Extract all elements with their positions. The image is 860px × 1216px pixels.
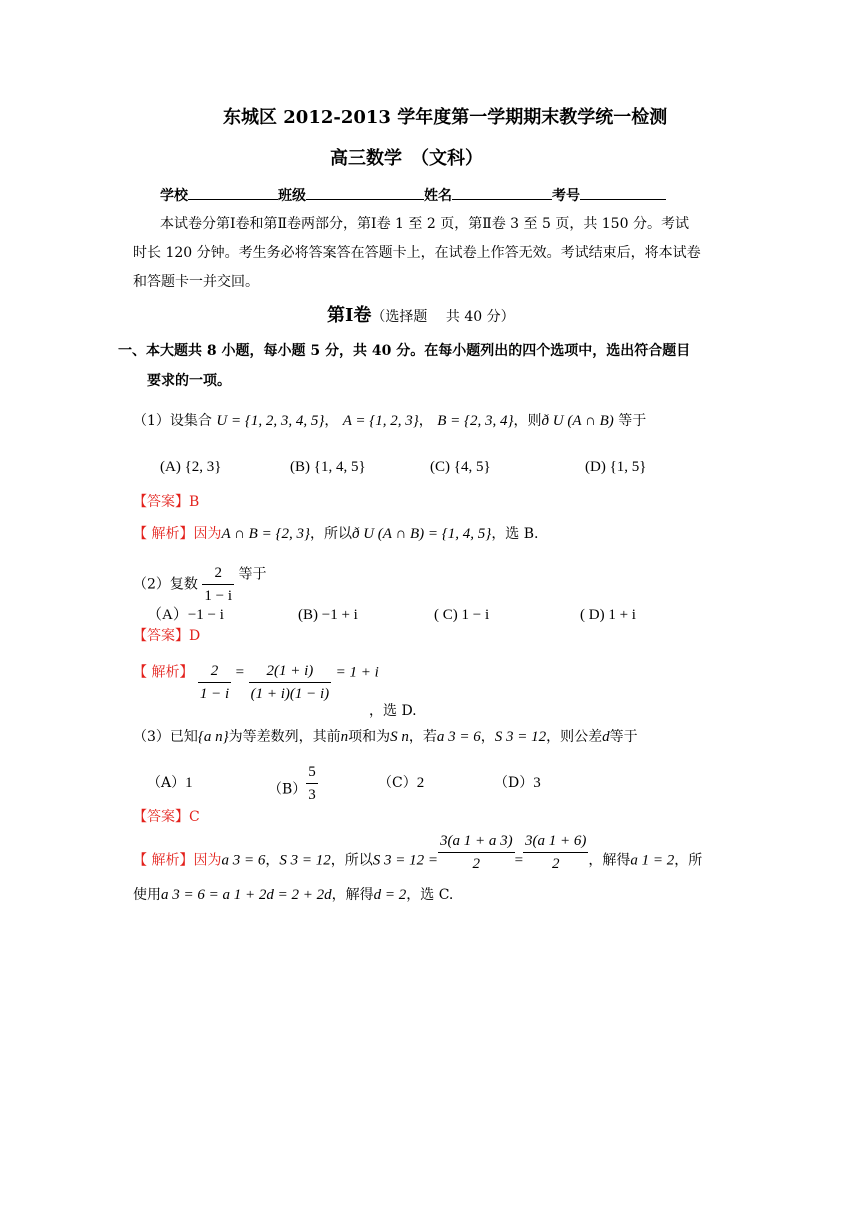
fraction-numerator: 2 [210,663,219,679]
answer-label: 【答案】 [133,628,189,644]
q3-answer [133,810,200,824]
option-label: (C) [430,459,450,475]
fraction-denominator: (1 + i)(1 − i) [249,682,332,703]
q3-d: d [602,729,610,745]
name-label: 姓名 [424,188,452,204]
fraction-numerator: 2 [214,565,222,581]
analysis-eq: a 3 = 6 = a 1 + 2d = 2 + 2d [161,887,332,903]
analysis-eq-2: d = 2 [373,887,407,903]
part1-note: （选择题 共 40 分） [371,309,515,325]
analysis-fraction-2 [249,662,332,703]
q2-option-a [147,608,224,623]
analysis-eq-1: a 3 = 6 [221,852,266,869]
q3-sn: S n [390,729,409,745]
answer-label: 【答案】 [133,809,189,825]
analysis-label: 【 解析】 [133,852,194,869]
analysis-fraction-1 [438,832,515,873]
fraction-numerator: 3(a 1 + a 3) [439,833,513,849]
q3-condition-2: S 3 = 12 [494,729,547,745]
intro-line-1: 本试卷分第Ⅰ卷和第Ⅱ卷两部分，第Ⅰ卷 1 至 2 页，第Ⅱ卷 3 至 5 页，共 150 分。考试 [160,216,689,232]
q2-option-d [580,608,636,623]
analysis-eq-4: a 1 = 2 [630,852,675,869]
answer-value: C [189,809,200,825]
question-3-stem: （3）已知{a n}为等差数列，其前n项和为S n，若a 3 = 6，S 3 = 12，则公差d等于 [133,729,638,745]
option-value: 1 − i [461,607,490,623]
option-value: 3 [533,775,541,791]
q3-option-d [494,776,541,791]
option-label: （C） [378,775,417,791]
q3-suffix: 等于 [609,729,638,745]
q3-text-1: 为等差数列，其前 [228,729,341,745]
option-label: ( C) [434,607,458,623]
q1-option-b [290,460,366,475]
analysis-eq-1: A ∩ B = {2, 3} [221,526,310,542]
part1-heading [327,307,515,325]
option-value: 1 + i [608,607,636,623]
option-label: ( D) [580,607,605,623]
option-value: {4, 5} [453,459,491,475]
class-label: 班级 [278,188,306,204]
q1-prefix: （1）设集合 [133,413,212,429]
analysis-solve: ，解得 [331,887,374,903]
analysis-fraction-2 [523,832,588,873]
q3-text-2: 项和为 [348,729,391,745]
section1-instruction-line-1: 一、本大题共 8 小题，每小题 5 分，共 40 分。在每小题列出的四个选项中，选出符合题目 [118,343,691,359]
q2-suffix: 等于 [238,566,267,583]
q3-option-c [378,776,424,791]
q3-n: n [340,729,349,745]
exam-title: 东城区 2012-2013 学年度第一学期期末教学统一检测 [223,107,668,128]
analysis-eq-2: ð U (A ∩ B) = {1, 4, 5} [351,526,492,542]
school-blank [188,186,278,200]
q2-answer [133,629,200,643]
option-value: {1, 4, 5} [313,459,366,475]
exam-subtitle: 高三数学 （文科） [330,148,483,169]
q2-fraction [202,564,234,605]
option-label: （A） [147,775,186,791]
analysis-end: ，选 C. [406,887,454,903]
analysis-end: ，选 D. [369,703,417,719]
option-label: (B) [290,459,310,475]
fraction-numerator: 3(a 1 + 6) [525,833,587,849]
analysis-so: 所以 [344,852,373,869]
analysis-end: ，选 B. [491,526,539,542]
q1-option-c [430,460,491,475]
class-blank [306,186,424,200]
option-value: −1 + i [321,607,358,623]
option-label: （A） [147,607,188,623]
option-label: (A) [160,459,181,475]
option-label: (D) [585,459,606,475]
analysis-prefix: 使用 [133,887,161,903]
intro-line-3: 和答题卡一并交回。 [133,274,259,290]
q2-option-b [298,608,358,623]
q2-option-c [434,608,489,623]
fraction-denominator: 1 − i [198,682,231,703]
q3-sequence: {a n} [197,729,229,745]
option-label: (B) [298,607,318,623]
answer-value: B [189,494,200,510]
option-value: {2, 3} [184,459,222,475]
analysis-mid: ，所以 [309,526,352,542]
analysis-so-2: ，所 [674,852,703,869]
fraction-numerator: 2(1 + i) [266,663,314,679]
exam-no-label: 考号 [552,188,580,204]
analysis-prefix: 因为 [193,852,222,869]
q3-analysis-line-1: 【 解析】因为a 3 = 6，S 3 = 12，所以S 3 = 12 = $\frac{3(a 1 + a 3)}{2}$ = $\frac{3(a 1 + 6)}{2}$ ，解得a 1 = 2，所 [133,833,703,872]
q1-then: ，则 [513,413,542,429]
analysis-label: 【 解析】 [133,664,194,681]
analysis-label: 【 解析】 [133,526,194,542]
q3-option-a [147,776,193,791]
answer-value: D [189,628,201,644]
option-value: −1 − i [187,607,224,623]
analysis-fraction-1 [198,662,231,703]
q3-option-b [268,763,318,804]
student-info-fields [160,186,666,203]
option-label: （D） [494,775,534,791]
q1-analysis [133,527,539,542]
name-blank [452,186,552,200]
fraction-numerator: 5 [308,764,316,780]
q2-prefix: （2）复数 [133,576,198,593]
analysis-eq-2: S 3 = 12 [279,852,331,869]
q1-option-d [585,460,646,475]
option-fraction [306,763,318,804]
option-value: 2 [416,775,425,791]
analysis-solve: ，解得 [588,852,631,869]
option-value: {1, 5} [609,459,647,475]
q1-expression: ð U (A ∩ B) [541,413,614,429]
fraction-denominator: 2 [438,852,515,873]
q1-option-a [160,460,221,475]
analysis-eq-3: S 3 = 12 = [372,852,438,869]
school-label: 学校 [160,188,188,204]
exam-no-blank [580,186,666,200]
q1-suffix: 等于 [618,413,647,429]
q3-prefix: （3）已知 [133,729,198,745]
intro-line-2: 时长 120 分钟。考生务必将答案答在答题卡上，在试卷上作答无效。考试结束后，将本试卷 [133,245,701,261]
analysis-result: = 1 + i [335,664,379,681]
answer-label: 【答案】 [133,494,189,510]
q1-set-u: U = {1, 2, 3, 4, 5} [216,413,325,429]
q3-condition-1: a 3 = 6 [436,729,481,745]
fraction-denominator: 2 [523,852,588,873]
q1-set-a: A = {1, 2, 3} [342,413,419,429]
q3-text-3: ，若 [408,729,437,745]
option-value: 1 [185,775,193,791]
q1-answer [133,495,199,509]
q3-text-4: ，则公差 [546,729,603,745]
q1-set-b: B = {2, 3, 4} [437,413,514,429]
question-2-stem [133,564,266,605]
q3-analysis-line-2 [133,888,453,903]
q2-analysis: 【 解析】 $\frac{2}{1 - i}$ = $\frac{2(1 + i)}{(1 + i)(1 - i)}$ = 1 + i ，选 D. [133,663,417,719]
option-label: （B） [268,781,307,798]
fraction-denominator: 1 − i [202,584,234,605]
question-1-stem: （1）设集合 U = {1, 2, 3, 4, 5}， A = {1, 2, 3}， B = {2, 3, 4}，则ð U (A ∩ B) 等于 [133,413,647,429]
fraction-denominator: 3 [306,783,318,804]
analysis-prefix: 因为 [193,526,222,542]
part1-title: 第Ⅰ卷 [327,305,372,326]
section1-instruction-line-2: 要求的一项。 [147,373,231,389]
